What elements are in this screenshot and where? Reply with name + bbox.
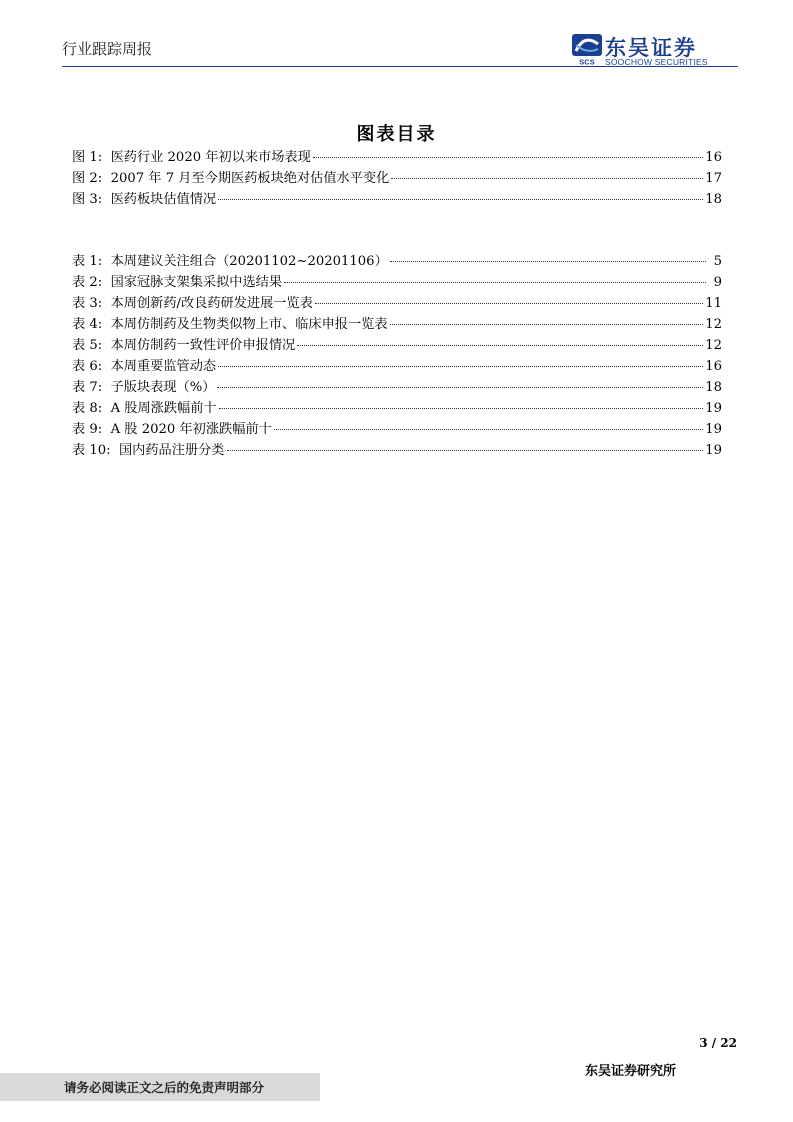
toc-label: 表 9: A 股 2020 年初涨跌幅前十 — [72, 422, 272, 437]
logo-mark-icon — [572, 34, 602, 66]
toc-row[interactable] — [72, 418, 722, 439]
toc-label: 表 6: 本周重要监管动态 — [72, 359, 217, 374]
toc-page: 17 — [705, 171, 722, 186]
dot-leader — [218, 366, 703, 367]
toc-row[interactable] — [72, 439, 722, 460]
dot-leader — [315, 303, 703, 304]
toc-row[interactable] — [72, 355, 722, 376]
toc-row[interactable] — [72, 271, 722, 292]
company-logo — [572, 34, 732, 66]
toc-page: 19 — [705, 422, 722, 437]
dot-leader — [313, 157, 703, 158]
toc-label: 表 4: 本周仿制药及生物类似物上市、临床申报一览表 — [72, 317, 388, 332]
toc-page: 19 — [705, 401, 722, 416]
disclaimer-text: 请务必阅读正文之后的免责声明部分 — [64, 1080, 265, 1095]
dot-leader — [218, 199, 703, 200]
report-type: 行业跟踪周报 — [62, 40, 153, 58]
toc-row[interactable] — [72, 313, 722, 334]
dot-leader — [297, 345, 703, 346]
page-number: 3 / 22 — [699, 1036, 737, 1050]
toc-label: 表 2: 国家冠脉支架集采拟中选结果 — [72, 275, 283, 290]
toc-label: 表 5: 本周仿制药一致性评价申报情况 — [72, 338, 296, 353]
dot-leader — [219, 408, 704, 409]
dot-leader — [217, 387, 703, 388]
toc-row[interactable] — [72, 167, 722, 188]
toc-title: 图表目录 — [356, 124, 437, 145]
table-list — [72, 250, 722, 460]
toc-row[interactable] — [72, 292, 722, 313]
toc-label: 图 1: 医药行业 2020 年初以来市场表现 — [72, 150, 311, 165]
logo-cn: 东吴证券 — [605, 36, 697, 60]
toc-label: 表 10: 国内药品注册分类 — [72, 443, 225, 458]
toc-row[interactable] — [72, 250, 722, 271]
institute-name: 东吴证券研究所 — [585, 1064, 677, 1079]
logo-en: SOOCHOW SECURITIES — [605, 57, 708, 67]
dot-leader — [391, 178, 703, 179]
toc-row[interactable] — [72, 334, 722, 355]
header-divider — [62, 66, 738, 67]
toc-page: 5 — [713, 254, 722, 269]
dot-leader — [274, 429, 703, 430]
toc-page: 9 — [713, 275, 722, 290]
toc-row[interactable] — [72, 188, 722, 209]
toc-page: 16 — [705, 150, 722, 165]
figure-list — [72, 146, 722, 209]
toc-label: 表 8: A 股周涨跌幅前十 — [72, 401, 217, 416]
toc-row[interactable] — [72, 376, 722, 397]
toc-label: 图 3: 医药板块估值情况 — [72, 192, 217, 207]
toc-label: 表 7: 子版块表现（%） — [72, 380, 216, 395]
toc-page: 12 — [705, 317, 722, 332]
toc-label: 图 2: 2007 年 7 月至今期医药板块绝对估值水平变化 — [72, 171, 390, 186]
toc-page: 16 — [705, 359, 722, 374]
toc-row[interactable] — [72, 146, 722, 167]
logo-mark-text: SCS — [579, 57, 595, 66]
dot-leader — [227, 450, 704, 451]
dot-leader — [390, 324, 704, 325]
toc-page: 19 — [705, 443, 722, 458]
toc-label: 表 3: 本周创新药/改良药研发进展一览表 — [72, 296, 313, 311]
toc-page: 18 — [705, 380, 722, 395]
toc-page: 12 — [705, 338, 722, 353]
toc-label: 表 1: 本周建议关注组合（20201102~20201106） — [72, 254, 388, 269]
disclaimer-bar — [0, 1073, 320, 1101]
toc-page: 18 — [705, 192, 722, 207]
dot-leader — [284, 282, 706, 283]
toc-page: 11 — [705, 296, 722, 311]
dot-leader — [390, 261, 706, 262]
toc-row[interactable] — [72, 397, 722, 418]
